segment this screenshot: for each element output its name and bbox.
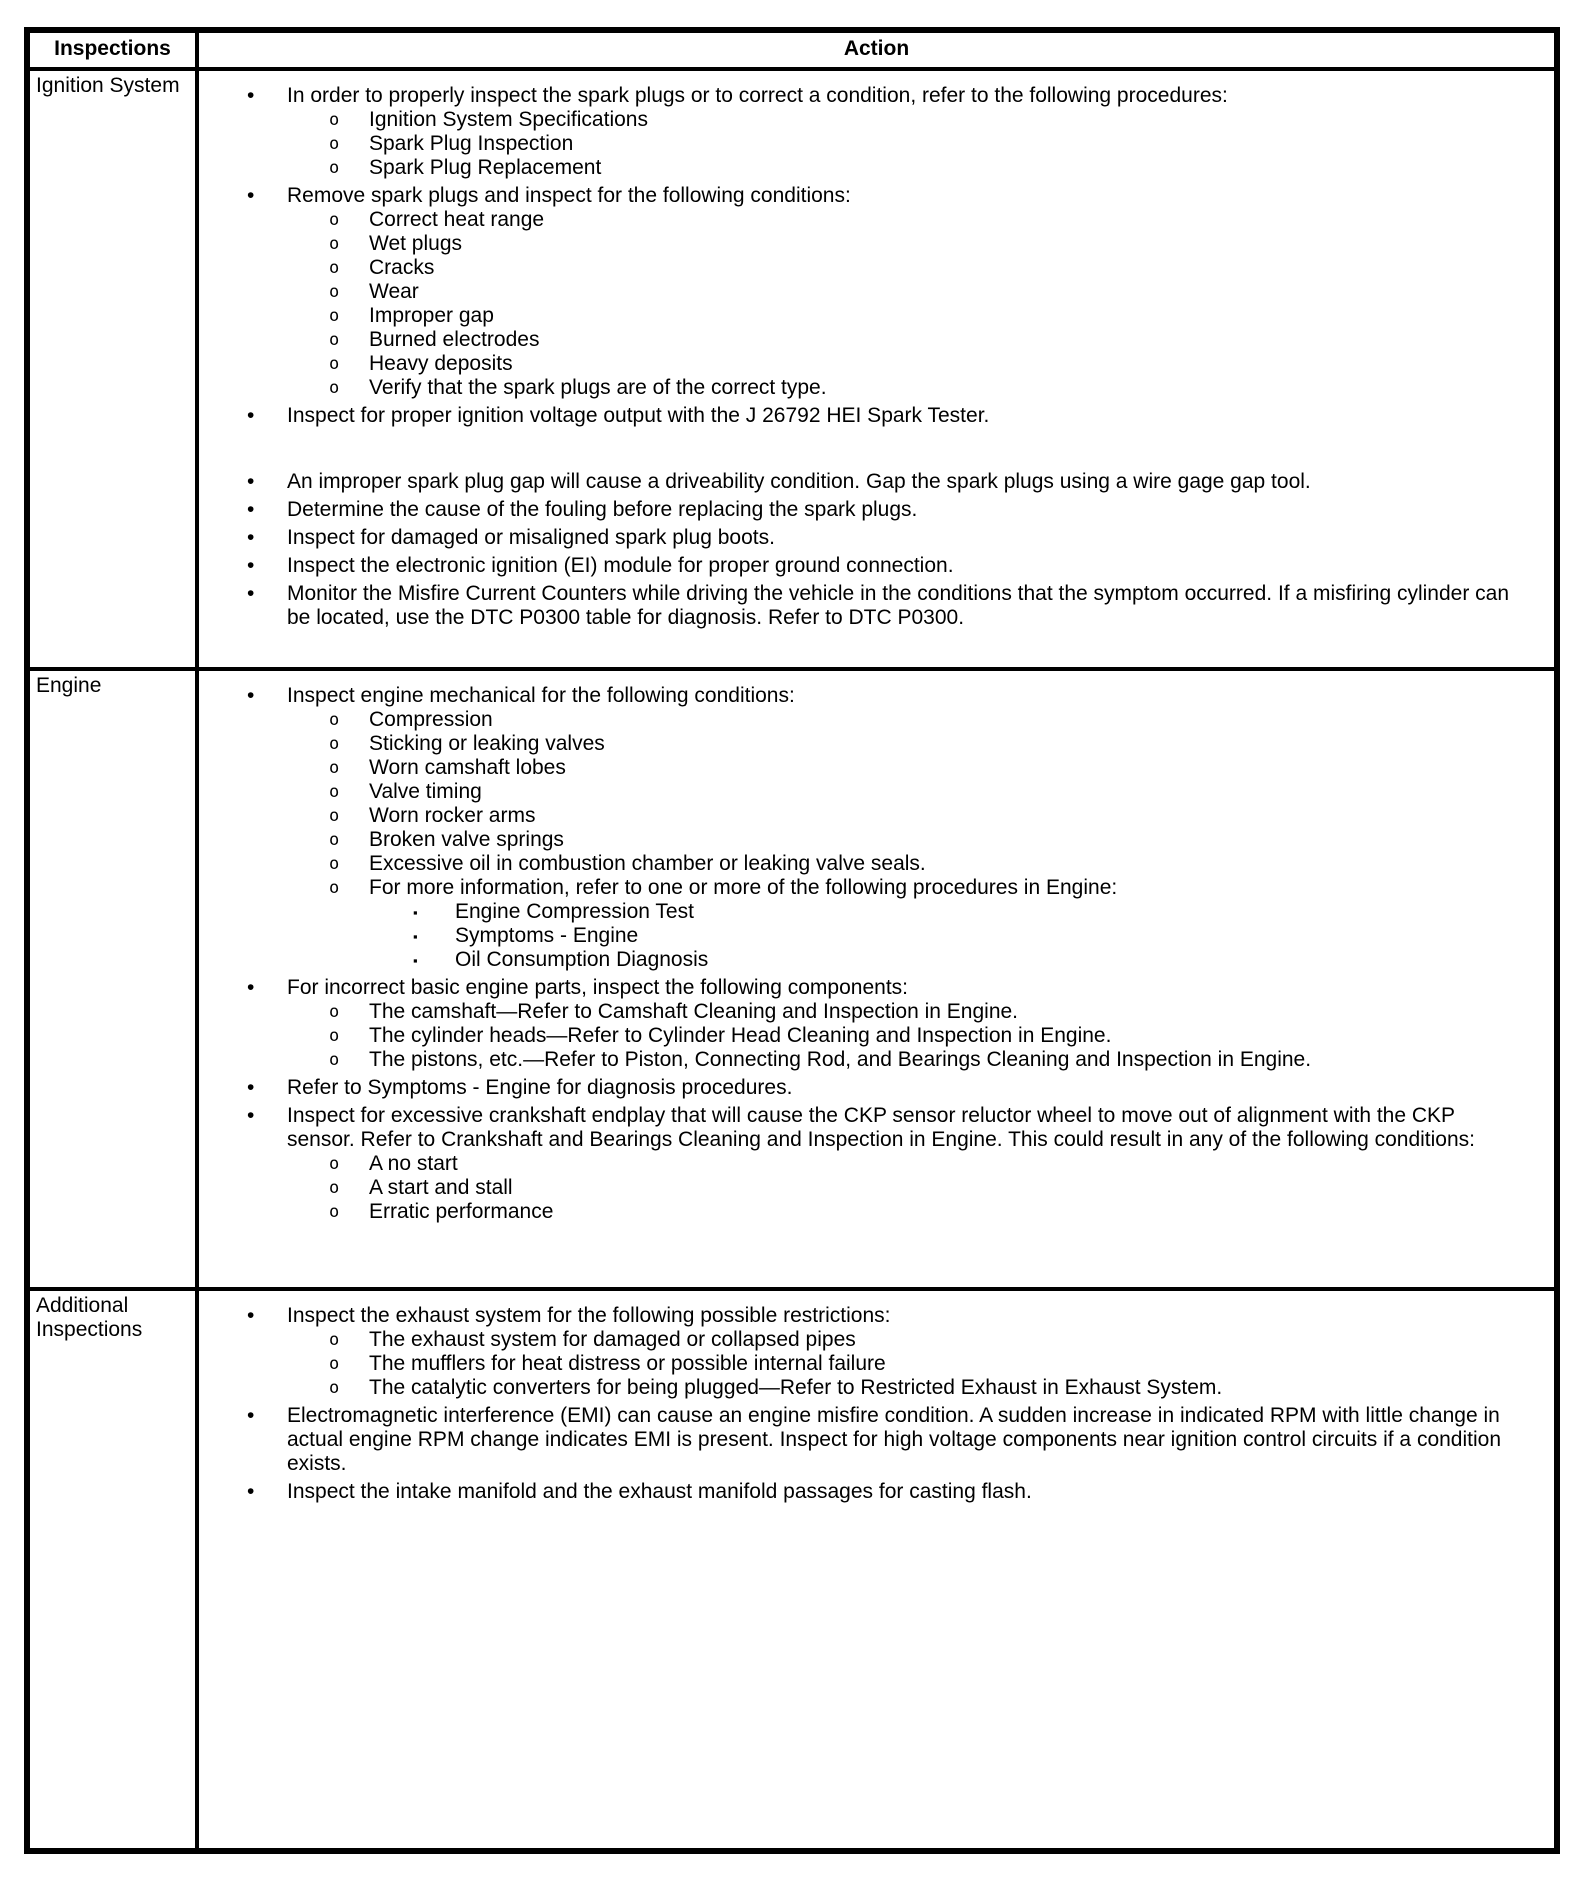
list-item <box>199 1000 1514 1024</box>
item-text: Ignition System Specifications <box>369 108 648 131</box>
bullet-icon: • <box>247 582 255 605</box>
list-item <box>199 1176 1514 1200</box>
list-item <box>199 976 1514 1000</box>
list-item <box>199 304 1514 328</box>
list-item <box>199 132 1514 156</box>
list-item <box>199 108 1514 132</box>
list-item <box>199 232 1514 256</box>
bullet-icon: • <box>247 1304 255 1327</box>
table-row <box>27 1289 1557 1851</box>
square-bullet-icon: ▪ <box>413 929 418 944</box>
header-row <box>27 30 1557 69</box>
circle-bullet-icon: o <box>329 854 340 874</box>
bullet-icon: • <box>247 1404 255 1427</box>
list-item <box>199 1048 1514 1072</box>
circle-bullet-icon: o <box>329 282 340 302</box>
circle-bullet-icon: o <box>329 1178 340 1198</box>
item-text: Inspect the exhaust system for the following possible restrictions: <box>287 1304 891 1327</box>
circle-bullet-icon: o <box>329 306 340 326</box>
list-item <box>199 256 1514 280</box>
list-item <box>199 948 1514 972</box>
circle-bullet-icon: o <box>329 354 340 374</box>
item-text: Oil Consumption Diagnosis <box>455 948 709 971</box>
list-item <box>199 582 1514 630</box>
item-text: The mufflers for heat distress or possible internal failure <box>369 1352 886 1375</box>
bullet-icon: • <box>247 404 255 427</box>
list-item <box>199 1076 1514 1100</box>
list-item <box>199 404 1514 428</box>
circle-bullet-icon: o <box>329 782 340 802</box>
bullet-icon: • <box>247 498 255 521</box>
inspections-column-header: Inspections <box>27 30 197 69</box>
item-text: Cracks <box>369 256 435 279</box>
circle-bullet-icon: o <box>329 110 340 130</box>
item-text: A start and stall <box>369 1176 513 1199</box>
list-item <box>199 828 1514 852</box>
bullet-icon: • <box>247 184 255 207</box>
action-column-header: Action <box>197 30 1557 69</box>
list-item <box>199 1152 1514 1176</box>
circle-bullet-icon: o <box>329 878 340 898</box>
action-cell <box>197 1289 1557 1851</box>
circle-bullet-icon: o <box>329 1202 340 1222</box>
item-text: Electromagnetic interference (EMI) can cause an engine misfire condition. A sudden increase in indicated RPM with little change in actual engine RPM change indicates EMI is present. Inspect for high voltage components near ignition control circuits if a condition exists. <box>287 1404 1502 1475</box>
list-item <box>199 900 1514 924</box>
list-item <box>199 352 1514 376</box>
item-text: Worn camshaft lobes <box>369 756 566 779</box>
list-item <box>199 876 1514 900</box>
square-bullet-icon: ▪ <box>413 905 418 920</box>
list-item <box>199 84 1514 108</box>
item-text: Determine the cause of the fouling before replacing the spark plugs. <box>287 498 918 521</box>
item-text: Valve timing <box>369 780 482 803</box>
circle-bullet-icon: o <box>329 330 340 350</box>
circle-bullet-icon: o <box>329 158 340 178</box>
list-item <box>199 1352 1514 1376</box>
item-text: Inspect for damaged or misaligned spark plug boots. <box>287 526 775 549</box>
list-item <box>199 708 1514 732</box>
table-row <box>27 669 1557 1289</box>
list-item <box>199 328 1514 352</box>
circle-bullet-icon: o <box>329 1154 340 1174</box>
list-item <box>199 1376 1514 1400</box>
item-text: Wet plugs <box>369 232 462 255</box>
item-text: Inspect engine mechanical for the following conditions: <box>287 684 795 707</box>
item-text: Worn rocker arms <box>369 804 536 827</box>
table-row <box>27 69 1557 669</box>
item-text: Erratic performance <box>369 1200 554 1223</box>
circle-bullet-icon: o <box>329 234 340 254</box>
item-text: For more information, refer to one or more of the following procedures in Engine: <box>369 876 1118 899</box>
item-text: The catalytic converters for being plugged—Refer to Restricted Exhaust in Exhaust System. <box>369 1376 1223 1399</box>
item-text: The exhaust system for damaged or collapsed pipes <box>369 1328 856 1351</box>
item-text: Wear <box>369 280 419 303</box>
list-item <box>199 1104 1514 1152</box>
list-item <box>199 208 1514 232</box>
circle-bullet-icon: o <box>329 1378 340 1398</box>
list-item <box>199 1480 1514 1504</box>
item-text: Excessive oil in combustion chamber or leaking valve seals. <box>369 852 926 875</box>
list-item <box>199 376 1514 400</box>
circle-bullet-icon: o <box>329 258 340 278</box>
bullet-icon: • <box>247 526 255 549</box>
list-item <box>199 554 1514 578</box>
list-item <box>199 280 1514 304</box>
list-item <box>199 1404 1514 1476</box>
bullet-icon: • <box>247 554 255 577</box>
inspection-action-table <box>24 27 1560 1854</box>
circle-bullet-icon: o <box>329 830 340 850</box>
circle-bullet-icon: o <box>329 758 340 778</box>
item-text: Inspect the electronic ignition (EI) module for proper ground connection. <box>287 554 954 577</box>
circle-bullet-icon: o <box>329 134 340 154</box>
square-bullet-icon: ▪ <box>413 953 418 968</box>
item-text: Engine Compression Test <box>455 900 694 923</box>
list-item <box>199 732 1514 756</box>
item-text: Verify that the spark plugs are of the correct type. <box>369 376 827 399</box>
circle-bullet-icon: o <box>329 710 340 730</box>
item-text: Burned electrodes <box>369 328 540 351</box>
item-text: An improper spark plug gap will cause a driveability condition. Gap the spark plugs using a wire gage gap tool. <box>287 470 1311 493</box>
bullet-icon: • <box>247 976 255 999</box>
item-text: Inspect the intake manifold and the exhaust manifold passages for casting flash. <box>287 1480 1032 1503</box>
circle-bullet-icon: o <box>329 1026 340 1046</box>
item-text: Heavy deposits <box>369 352 513 375</box>
item-text: A no start <box>369 1152 458 1175</box>
item-text: Broken valve springs <box>369 828 564 851</box>
bullet-icon: • <box>247 1104 255 1127</box>
item-text: For incorrect basic engine parts, inspect the following components: <box>287 976 908 999</box>
action-cell <box>197 669 1557 1289</box>
circle-bullet-icon: o <box>329 378 340 398</box>
item-text: Improper gap <box>369 304 494 327</box>
list-item <box>199 684 1514 708</box>
item-text: Remove spark plugs and inspect for the following conditions: <box>287 184 851 207</box>
table-header <box>27 30 1557 69</box>
list-item <box>199 780 1514 804</box>
bullet-icon: • <box>247 684 255 707</box>
table-body <box>27 69 1557 1851</box>
bullet-icon: • <box>247 84 255 107</box>
inspection-name: Ignition System <box>27 69 197 669</box>
bullet-icon: • <box>247 1480 255 1503</box>
inspection-name: Additional Inspections <box>27 1289 197 1851</box>
item-text: Spark Plug Replacement <box>369 156 602 179</box>
item-text: Spark Plug Inspection <box>369 132 574 155</box>
list-item <box>199 1024 1514 1048</box>
list-item <box>199 1328 1514 1352</box>
list-item <box>199 526 1514 550</box>
list-item <box>199 498 1514 522</box>
item-text: Inspect for excessive crankshaft endplay that will cause the CKP sensor reluctor wheel to move out of alignment with the CKP sensor. Refer to Crankshaft and Bearings Cleaning and Inspection in Engine. This could result in any of the following conditions: <box>287 1104 1475 1151</box>
item-text: Monitor the Misfire Current Counters while driving the vehicle in the conditions that the symptom occurred. If a misfiring cylinder can be located, use the DTC P0300 table for diagnosis. Refer to DTC P0300. <box>287 582 1510 629</box>
item-text: Correct heat range <box>369 208 545 231</box>
item-text: Inspect for proper ignition voltage output with the J 26792 HEI Spark Tester. <box>287 404 990 427</box>
circle-bullet-icon: o <box>329 1354 340 1374</box>
item-text: The pistons, etc.—Refer to Piston, Connecting Rod, and Bearings Cleaning and Inspection in Engine. <box>369 1048 1312 1071</box>
inspection-name: Engine <box>27 669 197 1289</box>
list-item <box>199 804 1514 828</box>
circle-bullet-icon: o <box>329 806 340 826</box>
item-text: The cylinder heads—Refer to Cylinder Head Cleaning and Inspection in Engine. <box>369 1024 1112 1047</box>
circle-bullet-icon: o <box>329 1002 340 1022</box>
list-item <box>199 470 1514 494</box>
item-text: Symptoms - Engine <box>455 924 639 947</box>
item-text: Compression <box>369 708 493 731</box>
item-text: The camshaft—Refer to Camshaft Cleaning and Inspection in Engine. <box>369 1000 1019 1023</box>
list-item <box>199 924 1514 948</box>
circle-bullet-icon: o <box>329 1050 340 1070</box>
list-item <box>199 756 1514 780</box>
circle-bullet-icon: o <box>329 1330 340 1350</box>
item-text: In order to properly inspect the spark plugs or to correct a condition, refer to the following procedures: <box>287 84 1228 107</box>
item-text: Sticking or leaking valves <box>369 732 605 755</box>
list-item <box>199 184 1514 208</box>
circle-bullet-icon: o <box>329 210 340 230</box>
bullet-icon: • <box>247 1076 255 1099</box>
item-text: Refer to Symptoms - Engine for diagnosis procedures. <box>287 1076 793 1099</box>
list-item <box>199 852 1514 876</box>
circle-bullet-icon: o <box>329 734 340 754</box>
list-item <box>199 156 1514 180</box>
action-cell <box>197 69 1557 669</box>
list-item <box>199 1304 1514 1328</box>
list-item <box>199 1200 1514 1224</box>
bullet-icon: • <box>247 470 255 493</box>
